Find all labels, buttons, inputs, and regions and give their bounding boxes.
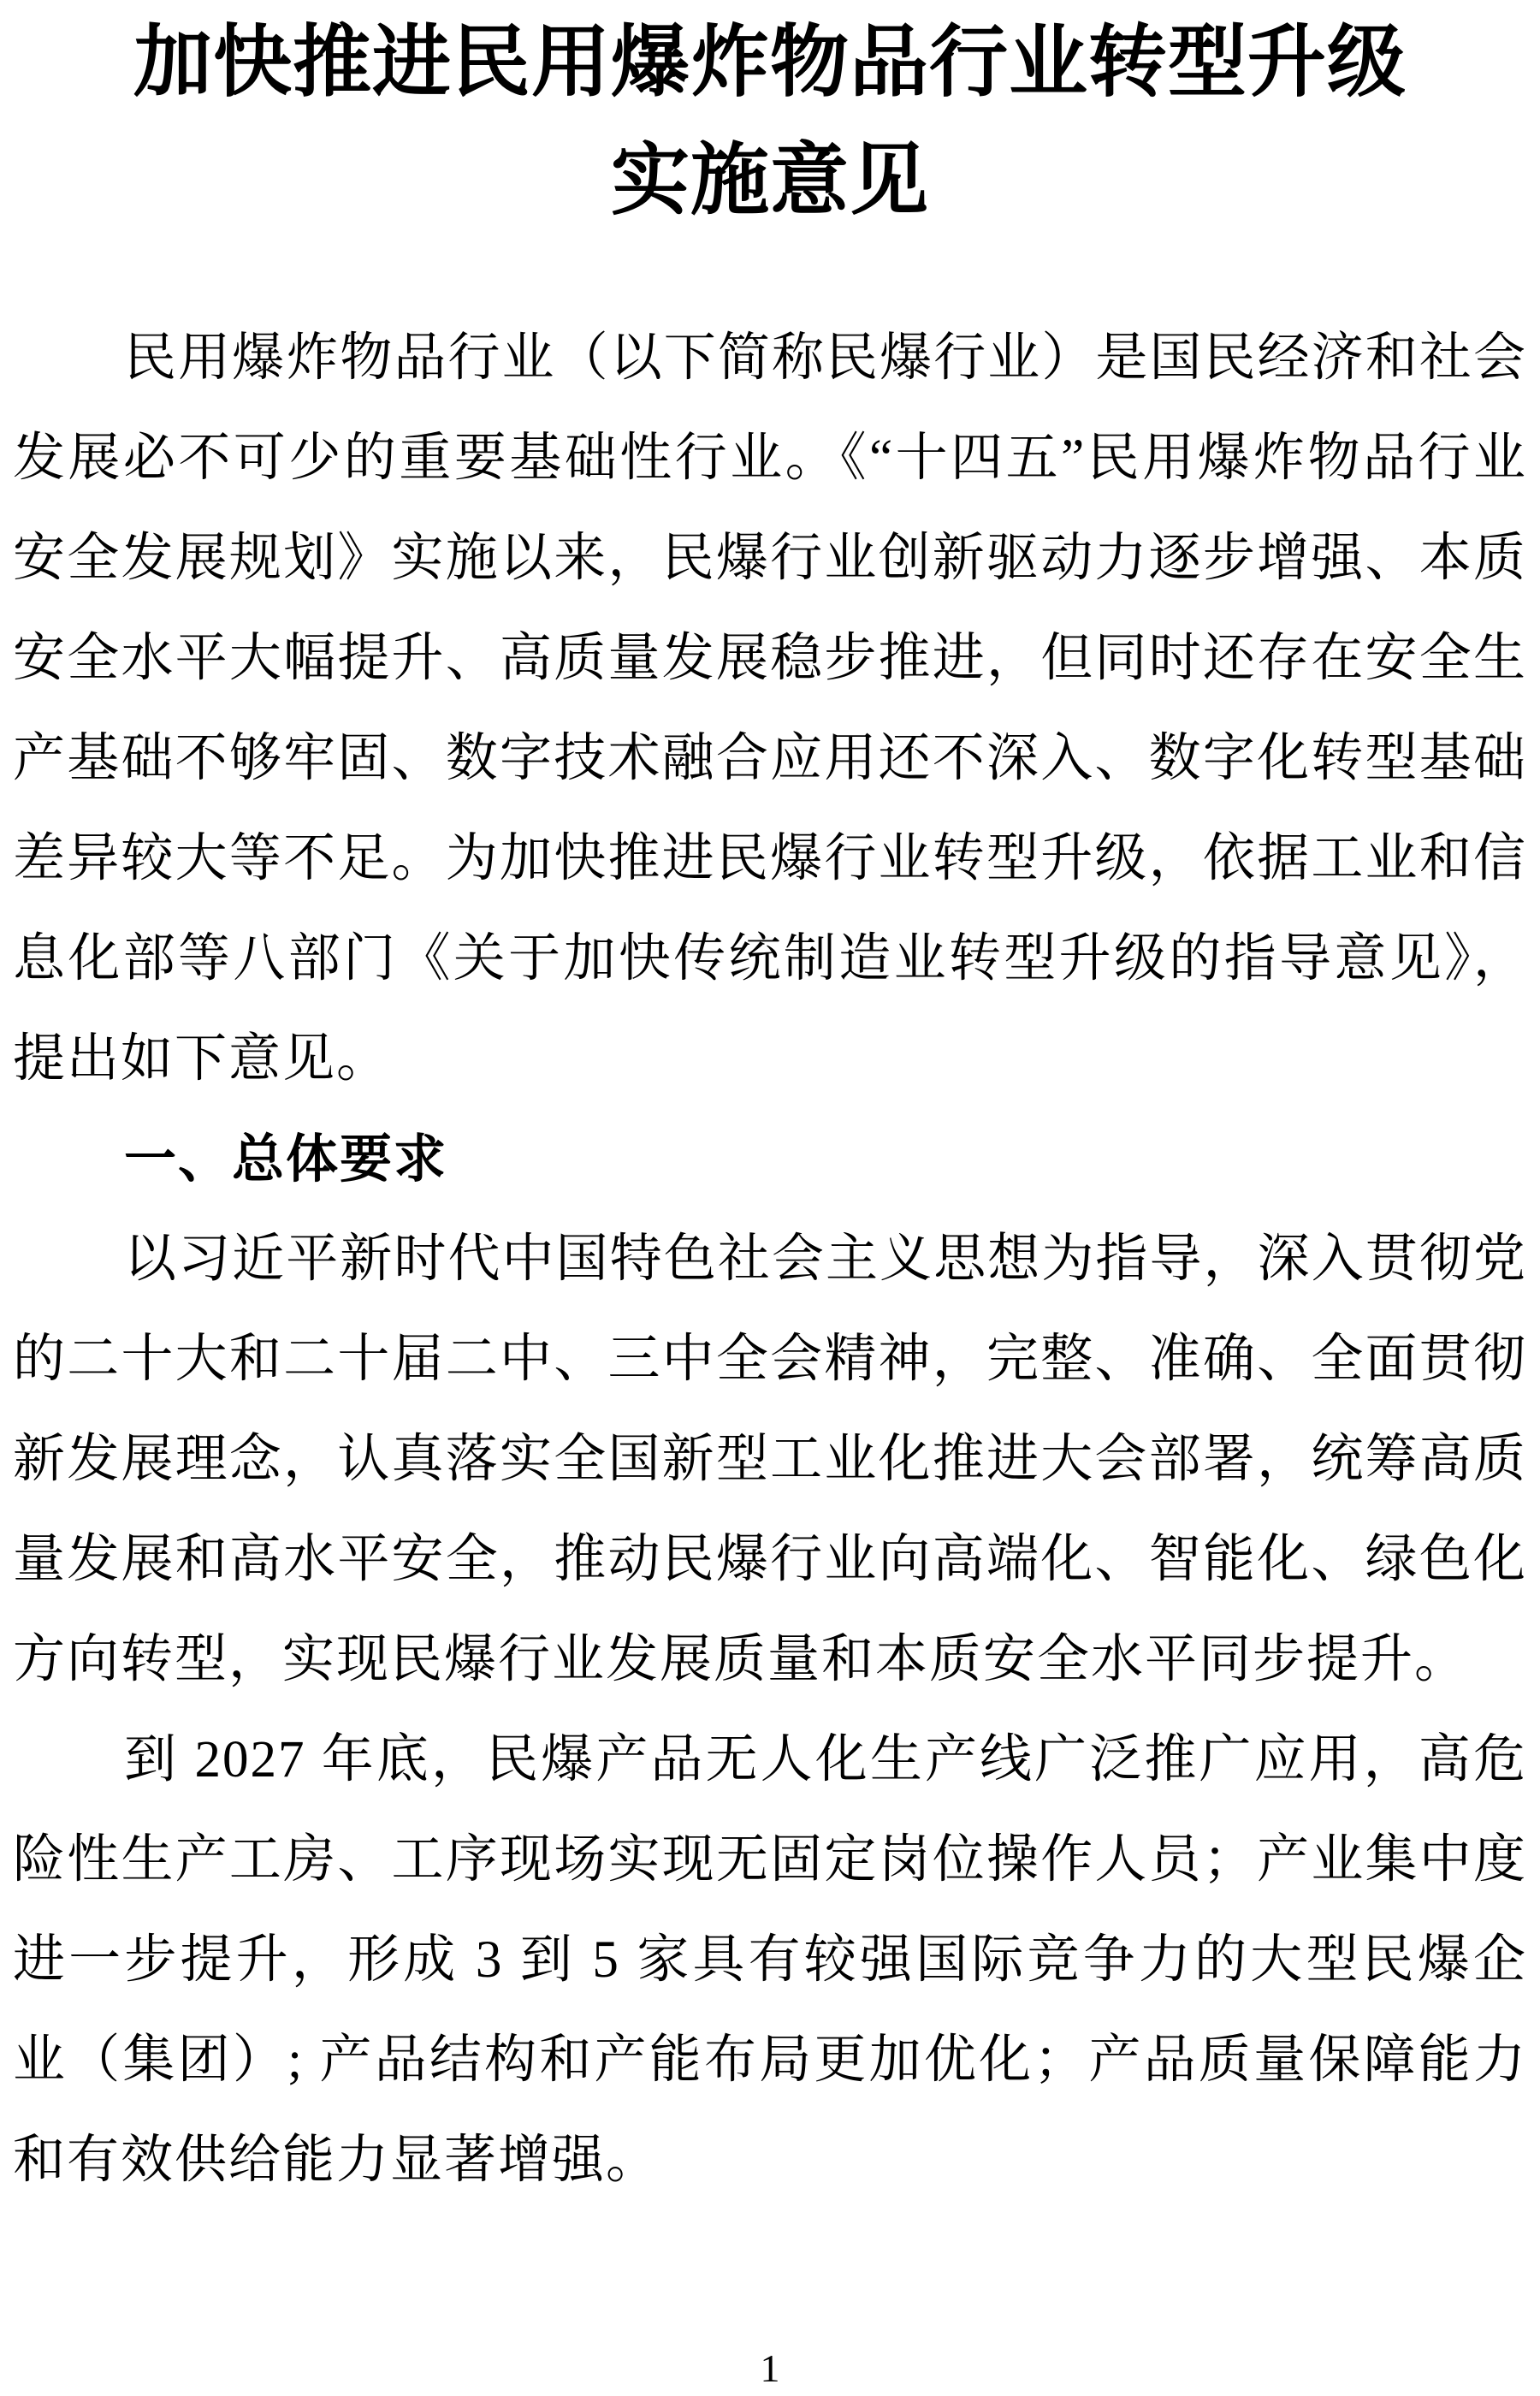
paragraph-intro: 民用爆炸物品行业（以下简称民爆行业）是国民经济和社会发展必不可少的重要基础性行业。《“十四五”民用爆炸物品行业安全发展规划》实施以来，民爆行业创新驱动力逐步增强、本质安全水平大幅提升、高质量发展稳步推进，但同时还存在安全生产基础不够牢固、数字技术融合应用还不深入、数字化转型基础差异较大等不足。为加快推进民爆行业转型升级，依据工业和信息化部等八部门《关于加快传统制造业转型升级的指导意见》，提出如下意见。 [13,329,1527,1088]
document-title [13,3,1527,240]
document-title-line1: 加快推进民用爆炸物品行业转型升级 [133,19,1407,106]
paragraph-guiding-ideology: 以习近平新时代中国特色社会主义思想为指导，深入贯彻党的二十大和二十届二中、三中全会精神，完整、准确、全面贯彻新发展理念，认真落实全国新型工业化推进大会部署，统筹高质量发展和高水平安全，推动民爆行业向高端化、智能化、绿色化方向转型，实现民爆行业发展质量和本质安全水平同步提升。 [13,1231,1527,1688]
paragraph-2027-goals: 到 2027 年底，民爆产品无人化生产线广泛推广应用，高危险性生产工房、工序现场实现无固定岗位操作人员；产业集中度进一步提升，形成 3 到 5 家具有较强国际竞争力的大型民爆企业（集团）; 产品结构和产能布局更加优化；产品质量保障能力和有效供给能力显著增强。 [13,1731,1527,2189]
section-heading-overall-requirements: 一、总体要求 [124,1130,448,1188]
document-title-line2: 实施意见 [610,137,929,224]
page-number: 1 [760,2346,780,2390]
